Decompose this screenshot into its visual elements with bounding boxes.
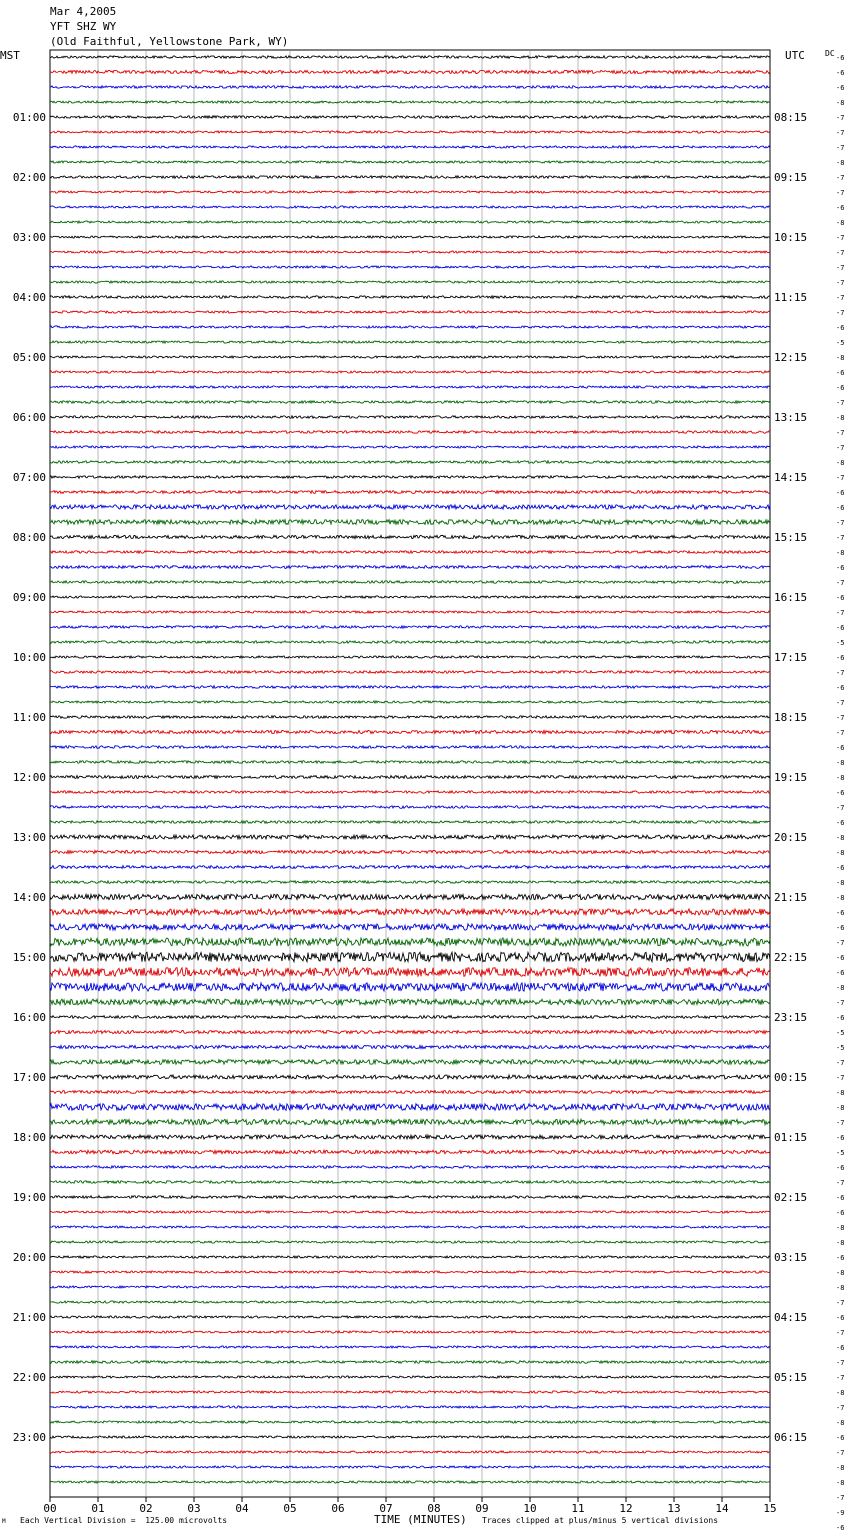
hour-label-utc: 11:15	[774, 291, 808, 304]
header-location: (Old Faithful, Yellowstone Park, WY)	[50, 35, 289, 48]
dc-offset-label: -7	[836, 1299, 845, 1307]
dc-offset-label: -6	[836, 504, 845, 512]
trace-row	[50, 505, 770, 509]
hour-label-mst: 04:00	[12, 291, 46, 304]
trace-row	[50, 1181, 770, 1184]
hour-label-utc: 16:15	[774, 591, 808, 604]
trace-row	[50, 266, 770, 268]
dc-offset-label: -8	[836, 834, 845, 842]
dc-offset-label: -6	[836, 1194, 845, 1202]
dc-offset-label: -6	[836, 69, 845, 77]
trace-row	[50, 56, 770, 59]
dc-offset-label: -6	[836, 789, 845, 797]
dc-offset-label: -7	[836, 534, 845, 542]
hour-label-mst: 18:00	[12, 1131, 46, 1144]
trace-row	[50, 251, 770, 253]
hour-label-mst: 09:00	[12, 591, 46, 604]
hour-label-utc: 02:15	[774, 1191, 808, 1204]
trace-row	[50, 1226, 770, 1228]
hour-label-mst: 12:00	[12, 771, 46, 784]
hour-label-mst: 14:00	[12, 891, 46, 904]
hour-label-mst: 15:00	[12, 951, 46, 964]
trace-row	[50, 1451, 770, 1453]
hour-label-utc: 03:15	[774, 1251, 808, 1264]
dc-offset-label: -5	[836, 1044, 845, 1052]
mst-hour-labels	[13, 111, 46, 1444]
dc-offset-labels	[836, 54, 844, 1534]
trace-row	[50, 1301, 770, 1303]
trace-row	[50, 968, 770, 977]
trace-row	[50, 176, 770, 178]
dc-offset-label: -8	[836, 774, 845, 782]
dc-offset-label: -6	[836, 1524, 845, 1532]
dc-offset-label: -7	[836, 519, 845, 527]
hour-label-utc: 04:15	[774, 1311, 808, 1324]
dc-offset-label: -8	[836, 1389, 845, 1397]
hour-label-mst: 21:00	[12, 1311, 46, 1324]
hour-label-mst: 22:00	[12, 1371, 46, 1384]
x-tick-label: 08	[427, 1502, 441, 1515]
trace-row	[50, 1286, 770, 1288]
hour-label-utc: 17:15	[774, 651, 808, 664]
trace-row	[50, 656, 770, 658]
dc-offset-label: -6	[836, 489, 845, 497]
hour-label-utc: 00:15	[774, 1071, 808, 1084]
trace-row	[50, 1481, 770, 1483]
x-axis-label: TIME (MINUTES)	[374, 1513, 467, 1526]
dc-offset-label: -7	[836, 114, 845, 122]
trace-row	[50, 1150, 770, 1154]
header-date: Mar 4,2005	[50, 5, 117, 18]
hour-label-mst: 13:00	[12, 831, 46, 844]
x-tick-label: 13	[667, 1502, 681, 1515]
trace-row	[50, 236, 770, 238]
hour-label-utc: 19:15	[774, 771, 808, 784]
hour-label-mst: 10:00	[12, 651, 46, 664]
trace-row	[50, 86, 770, 89]
dc-offset-label: -7	[836, 294, 845, 302]
hour-label-utc: 22:15	[774, 951, 808, 964]
hour-label-utc: 09:15	[774, 171, 808, 184]
dc-offset-label: -6	[836, 369, 845, 377]
trace-row	[50, 416, 770, 419]
trace-row	[50, 746, 770, 749]
dc-offset-label: -7	[836, 729, 845, 737]
trace-row	[50, 70, 770, 73]
trace-rows	[50, 56, 770, 1483]
trace-row	[50, 326, 770, 328]
corner-mark: M	[2, 1518, 6, 1525]
dc-offset-label: -5	[836, 339, 845, 347]
dc-offset-label: -6	[836, 744, 845, 752]
trace-row	[50, 296, 770, 299]
dc-offset-label: -8	[836, 159, 845, 167]
dc-offset-label: -7	[836, 1074, 845, 1082]
hour-label-utc: 12:15	[774, 351, 808, 364]
hour-label-utc: 18:15	[774, 711, 808, 724]
x-tick-label: 05	[283, 1502, 297, 1515]
scale-note: Each Vertical Division = 125.00 microvolts	[20, 1516, 228, 1525]
trace-row	[50, 641, 770, 644]
trace-row	[50, 999, 770, 1005]
trace-row	[50, 1091, 770, 1094]
hour-label-utc: 21:15	[774, 891, 808, 904]
dc-offset-label: -7	[836, 234, 845, 242]
trace-row	[50, 881, 770, 884]
hour-label-mst: 02:00	[12, 171, 46, 184]
dc-offset-label: -6	[836, 1134, 845, 1142]
trace-row	[50, 716, 770, 719]
dc-offset-label: -7	[836, 189, 845, 197]
dc-offset-label: -7	[836, 714, 845, 722]
dc-offset-label: -6	[836, 1209, 845, 1217]
dc-offset-label: -8	[836, 414, 845, 422]
trace-row	[50, 1211, 770, 1213]
hour-label-utc: 01:15	[774, 1131, 808, 1144]
dc-offset-label: -8	[836, 1419, 845, 1427]
trace-row	[50, 866, 770, 869]
dc-offset-label: -6	[836, 1164, 845, 1172]
trace-row	[50, 341, 770, 343]
hour-label-mst: 07:00	[12, 471, 46, 484]
trace-row	[50, 1346, 770, 1348]
trace-row	[50, 806, 770, 809]
dc-offset-label: -7	[836, 1494, 845, 1502]
trace-row	[50, 791, 770, 794]
dc-offset-label: -7	[836, 669, 845, 677]
hour-label-mst: 17:00	[12, 1071, 46, 1084]
dc-offset-label: -7	[836, 279, 845, 287]
dc-offset-label: -7	[836, 444, 845, 452]
trace-row	[50, 1241, 770, 1243]
dc-offset-label: -5	[836, 1029, 845, 1037]
hour-label-utc: 15:15	[774, 531, 808, 544]
trace-row	[50, 1119, 770, 1124]
trace-row	[50, 146, 770, 148]
dc-offset-label: -8	[836, 549, 845, 557]
dc-offset-label: -7	[836, 939, 845, 947]
trace-row	[50, 730, 770, 733]
hour-label-utc: 10:15	[774, 231, 808, 244]
trace-row	[50, 671, 770, 674]
x-tick-label: 15	[763, 1502, 777, 1515]
dc-offset-label: -7	[836, 1404, 845, 1412]
dc-offset-label: -7	[836, 1059, 845, 1067]
trace-row	[50, 626, 770, 629]
trace-row	[50, 761, 770, 764]
dc-offset-label: -6	[836, 564, 845, 572]
dc-offset-label: -6	[836, 684, 845, 692]
dc-offset-label: -8	[836, 894, 845, 902]
dc-offset-label: -8	[836, 459, 845, 467]
hour-label-mst: 11:00	[12, 711, 46, 724]
dc-offset-label: -7	[836, 249, 845, 257]
x-tick-label: 07	[379, 1502, 393, 1515]
dc-offset-label: -7	[836, 1329, 845, 1337]
dc-label: DC	[825, 49, 835, 58]
hour-label-utc: 13:15	[774, 411, 808, 424]
trace-row	[50, 1406, 770, 1408]
hour-label-mst: 03:00	[12, 231, 46, 244]
trace-row	[50, 850, 770, 853]
trace-row	[50, 161, 770, 163]
hour-label-utc: 08:15	[774, 111, 808, 124]
dc-offset-label: -6	[836, 819, 845, 827]
x-tick-label: 06	[331, 1502, 345, 1515]
x-tick-label: 12	[619, 1502, 633, 1515]
dc-offset-label: -6	[836, 1344, 845, 1352]
dc-offset-label: -7	[836, 429, 845, 437]
trace-row	[50, 1104, 770, 1110]
dc-offset-label: -8	[836, 1104, 845, 1112]
trace-row	[50, 401, 770, 404]
trace-row	[50, 1045, 770, 1048]
trace-row	[50, 131, 770, 133]
x-tick-label: 11	[571, 1502, 585, 1515]
dc-offset-label: -6	[836, 204, 845, 212]
dc-offset-label: -7	[836, 474, 845, 482]
trace-row	[50, 371, 770, 373]
trace-row	[50, 1166, 770, 1169]
x-tick-label: 03	[187, 1502, 201, 1515]
hour-label-mst: 19:00	[12, 1191, 46, 1204]
x-tick-label: 01	[91, 1502, 105, 1515]
hour-label-mst: 16:00	[12, 1011, 46, 1024]
hour-label-mst: 08:00	[12, 531, 46, 544]
dc-offset-label: -7	[836, 399, 845, 407]
trace-row	[50, 835, 770, 839]
dc-offset-label: -8	[836, 984, 845, 992]
x-tick-label: 04	[235, 1502, 249, 1515]
dc-offset-label: -6	[836, 654, 845, 662]
trace-row	[50, 1391, 770, 1393]
clip-note: Traces clipped at plus/minus 5 vertical divisions	[482, 1516, 719, 1525]
hour-label-mst: 05:00	[12, 351, 46, 364]
dc-offset-label: -7	[836, 174, 845, 182]
dc-offset-label: -8	[836, 1224, 845, 1232]
dc-offset-label: -6	[836, 1314, 845, 1322]
trace-row	[50, 952, 770, 961]
dc-offset-label: -7	[836, 129, 845, 137]
trace-row	[50, 1030, 770, 1033]
trace-row	[50, 311, 770, 313]
hour-label-utc: 23:15	[774, 1011, 808, 1024]
dc-offset-label: -9	[836, 1509, 845, 1517]
trace-row	[50, 1016, 770, 1019]
dc-offset-label: -7	[836, 699, 845, 707]
hour-label-mst: 06:00	[12, 411, 46, 424]
hour-label-utc: 14:15	[774, 471, 808, 484]
dc-offset-label: -6	[836, 594, 845, 602]
trace-row	[50, 356, 770, 358]
dc-offset-label: -6	[836, 969, 845, 977]
hour-label-mst: 20:00	[12, 1251, 46, 1264]
x-tick-label: 02	[139, 1502, 153, 1515]
hour-label-utc: 20:15	[774, 831, 808, 844]
trace-row	[50, 101, 770, 103]
x-tick-label: 00	[43, 1502, 57, 1515]
trace-row	[50, 281, 770, 283]
x-tick-label: 10	[523, 1502, 537, 1515]
trace-row	[50, 461, 770, 464]
hour-label-utc: 05:15	[774, 1371, 808, 1384]
trace-row	[50, 821, 770, 824]
trace-row	[50, 1271, 770, 1273]
x-tick-label: 09	[475, 1502, 489, 1515]
trace-row	[50, 535, 770, 538]
trace-row	[50, 386, 770, 388]
trace-row	[50, 581, 770, 584]
trace-row	[50, 611, 770, 613]
dc-offset-label: -6	[836, 324, 845, 332]
dc-offset-label: -7	[836, 1374, 845, 1382]
hour-label-mst: 01:00	[12, 111, 46, 124]
dc-offset-label: -6	[836, 1254, 845, 1262]
trace-row	[50, 1376, 770, 1378]
trace-row	[50, 431, 770, 434]
dc-offset-label: -8	[836, 1239, 845, 1247]
dc-offset-label: -7	[836, 1449, 845, 1457]
trace-row	[50, 206, 770, 208]
dc-offset-label: -8	[836, 849, 845, 857]
hour-label-mst: 23:00	[12, 1431, 46, 1444]
dc-offset-label: -7	[836, 609, 845, 617]
trace-row	[50, 596, 770, 598]
trace-row	[50, 446, 770, 448]
dc-offset-label: -5	[836, 639, 845, 647]
dc-offset-label: -7	[836, 579, 845, 587]
dc-offset-label: -6	[836, 54, 845, 62]
trace-row	[50, 566, 770, 569]
trace-row	[50, 1196, 770, 1199]
dc-offset-label: -7	[836, 144, 845, 152]
dc-offset-label: -5	[836, 1149, 845, 1157]
dc-offset-label: -6	[836, 924, 845, 932]
dc-offset-label: -6	[836, 84, 845, 92]
dc-offset-label: -8	[836, 219, 845, 227]
dc-offset-label: -6	[836, 624, 845, 632]
dc-offset-label: -6	[836, 954, 845, 962]
trace-row	[50, 476, 770, 479]
dc-offset-label: -6	[836, 909, 845, 917]
trace-row	[50, 1421, 770, 1423]
header-station: YFT SHZ WY	[50, 20, 117, 33]
dc-offset-label: -7	[836, 804, 845, 812]
trace-row	[50, 776, 770, 779]
trace-row	[50, 1256, 770, 1258]
trace-row	[50, 1466, 770, 1468]
trace-row	[50, 983, 770, 991]
trace-row	[50, 894, 770, 899]
trace-row	[50, 1135, 770, 1139]
dc-offset-label: -7	[836, 309, 845, 317]
dc-offset-label: -8	[836, 354, 845, 362]
left-timezone-label: MST	[0, 49, 20, 62]
hour-label-utc: 06:15	[774, 1431, 808, 1444]
trace-row	[50, 221, 770, 223]
trace-row	[50, 1316, 770, 1318]
dc-offset-label: -8	[836, 1464, 845, 1472]
trace-row	[50, 191, 770, 193]
dc-offset-label: -6	[836, 1014, 845, 1022]
dc-offset-label: -8	[836, 879, 845, 887]
dc-offset-label: -7	[836, 1359, 845, 1367]
utc-hour-labels	[774, 111, 807, 1444]
trace-row	[50, 1436, 770, 1438]
trace-row	[50, 701, 770, 703]
dc-offset-label: -8	[836, 1269, 845, 1277]
trace-row	[50, 520, 770, 525]
dc-offset-label: -6	[836, 384, 845, 392]
x-tick-label: 14	[715, 1502, 729, 1515]
trace-row	[50, 909, 770, 915]
dc-offset-label: -6	[836, 864, 845, 872]
trace-row	[50, 1331, 770, 1333]
trace-row	[50, 938, 770, 946]
dc-offset-label: -7	[836, 1119, 845, 1127]
dc-offset-label: -8	[836, 1479, 845, 1487]
dc-offset-label: -7	[836, 264, 845, 272]
dc-offset-label: -7	[836, 1179, 845, 1187]
right-timezone-label: UTC	[785, 49, 805, 62]
trace-row	[50, 491, 770, 494]
dc-offset-label: -6	[836, 1434, 845, 1442]
trace-row	[50, 686, 770, 689]
trace-row	[50, 551, 770, 554]
dc-offset-label: -8	[836, 1284, 845, 1292]
trace-row	[50, 924, 770, 930]
dc-offset-label: -8	[836, 99, 845, 107]
dc-offset-label: -7	[836, 999, 845, 1007]
trace-row	[50, 1361, 770, 1364]
dc-offset-label: -8	[836, 1089, 845, 1097]
dc-offset-label: -8	[836, 759, 845, 767]
trace-row	[50, 116, 770, 119]
trace-row	[50, 1075, 770, 1079]
trace-row	[50, 1060, 770, 1065]
